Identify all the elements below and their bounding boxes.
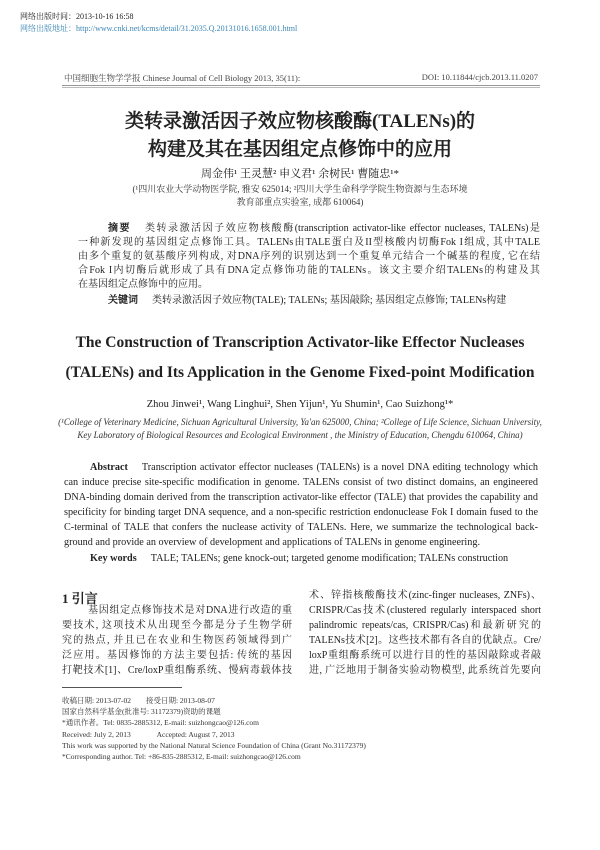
doi: DOI: 10.11844/cjcb.2013.11.0207 — [421, 72, 538, 82]
aff-line: 教育部重点实验室, 成都 610064) — [236, 197, 364, 207]
abs-line: DNA-binding domain derived from the transcription activator-like effector (TALE) that provides the capability and — [64, 492, 538, 503]
abstract-label: 摘要 — [108, 223, 132, 234]
aff-line: Key Laboratory of Biological Resources and Ecological Environment , the Ministry of Education, Chengdu 610064, China) — [77, 430, 523, 440]
url-link[interactable]: http://www.cnki.net/kcms/detail/31.2035.Q.20131016.1658.001.html — [76, 24, 298, 33]
text: 类转录激活因子效应物核酸酶(transcription activator-like effector nucleases, TALENs)是 — [145, 223, 540, 234]
abs-line — [78, 222, 540, 236]
cn-affiliation — [0, 183, 600, 209]
abstract-label: Abstract — [90, 462, 128, 473]
title-line: 构建及其在基因组定点修饰中的应用 — [147, 139, 452, 160]
label: 网络出版时间： — [20, 12, 76, 21]
abs-line: 合Fok I内切酶后就形成了具有DNA定点修饰功能的TALENs。该文主要介绍TALENs的构建及其 — [78, 265, 540, 276]
header-rule — [62, 85, 540, 88]
footnote-rule — [62, 687, 182, 688]
body-line: TALENs技术[2]。这些技术都有各自的优缺点。Cre/ — [309, 635, 541, 646]
body-line: 打靶技术[1]、Cre/loxP重组酶系统、慢病毒载体技 — [62, 665, 292, 676]
keywords-text: TALE; TALENs; gene knock-out; targeted genome modification; TALENs construction — [150, 553, 509, 564]
cn-abstract — [78, 222, 540, 308]
en-affiliation — [0, 416, 600, 442]
body-line: 进, 广泛地用于制备实验动物模型, 此系统首先要向 — [309, 665, 541, 676]
keywords-text: 类转录激活因子效应物(TALE); TALENs; 基因敲除; 基因组定点修饰; TALENs构建 — [152, 295, 507, 306]
running-header — [64, 72, 538, 84]
body-line: palindromic repeats/cas, CRISPR/Cas)和最新研究的 — [309, 620, 541, 631]
cn-title — [0, 108, 600, 164]
online-publish-url — [20, 24, 297, 34]
footnote: 国家自然科学基金(批准号: 31172379)资助的课题 — [62, 707, 221, 717]
keywords-label: 关键词 — [108, 295, 138, 306]
abs-line: 由多个重复的氨基酸序列构成, 对DNA序列的识别达到一个重复单元结合一个碱基的程度, 它在结 — [78, 251, 540, 262]
label: 网络出版地址： — [20, 24, 76, 33]
value: 2013-10-16 16:58 — [76, 12, 134, 21]
en-authors: Zhou Jinwei¹, Wang Linghui², Shen Yijun¹, Yu Shumin¹, Cao Suizhong¹* — [146, 399, 454, 410]
abs-line: specificity for binding target DNA sequence, and a non-specific restriction endonuclease Fok I domain fused to the — [64, 507, 538, 518]
body-left-column — [62, 603, 292, 678]
footnote: Received: July 2, 2013 Accepted: August 7, 2013 — [62, 729, 235, 739]
footnote: *Corresponding author. Tel: +86-835-2885312, E-mail: suizhongcao@126.com — [62, 752, 301, 762]
body-line: 究的热点, 并且已在农业和生物医药领域得到广 — [62, 635, 292, 646]
body-line: 术、锌指核酸酶技术(zinc-finger nucleases, ZNFs)、 — [309, 590, 541, 601]
aff-line: (¹College of Veterinary Medicine, Sichuan Agricultural University, Ya'an 625000, China; ²College of Life Science, Sichuan University, — [58, 417, 542, 427]
abs-line: 在基因组定点修饰中的应用。 — [78, 279, 208, 290]
title-line: 类转录激活因子效应物核酸酶(TALENs)的 — [124, 111, 476, 132]
body-line: 基因组定点修饰技术是对DNA进行改造的重 — [88, 605, 292, 616]
cn-authors: 周金伟¹ 王灵慧² 申义君¹ 余树民¹ 曹随忠¹* — [201, 168, 399, 180]
section-heading: 1 引言 — [62, 591, 98, 606]
footnotes — [62, 695, 366, 762]
footnote: *通讯作者。Tel: 0835-2885312, E-mail: suizhongcao@126.com — [62, 718, 259, 728]
aff-line: (¹四川农业大学动物医学院, 雅安 625014; ²四川大学生命科学学院生物资源与生态环境 — [132, 184, 468, 194]
keywords-label: Key words — [90, 553, 137, 564]
abs-line: 一种新发现的基因组定点修饰工具。TALENs由TALE蛋白及II型核酸内切酶Fok I组成, 其中TALE — [78, 237, 540, 248]
en-title — [0, 328, 600, 388]
en-abstract — [64, 460, 538, 566]
text: Transcription activator effector nucleases (TALENs) is a novel DNA editing technology which — [141, 462, 538, 473]
online-publish-time — [20, 12, 134, 22]
abs-line: can induce precise site-specific modification in genome. TALENs consist of two distinct domains, an engineered — [64, 477, 538, 488]
body-line: 要技术, 这项技术从出现至今都是分子生物学研 — [62, 620, 292, 631]
title-line: (TALENs) and Its Application in the Genome Fixed-point Modification — [65, 364, 535, 381]
footnote: This work was supported by the National Natural Science Foundation of China (Grant No.31172379) — [62, 740, 366, 750]
abs-line — [64, 460, 538, 475]
body-line: CRISPR/Cas技术(clustered regularly interspaced short — [309, 605, 541, 616]
body-line: 泛应用。基因修饰的方法主要包括: 传统的基因 — [62, 650, 292, 661]
abs-line: ground and provide an overview of development and applications of TALENs in genome engineering. — [64, 537, 480, 548]
footnote: 收稿日期: 2013-07-02 接受日期: 2013-08-07 — [62, 696, 215, 705]
title-line: The Construction of Transcription Activator-like Effector Nucleases — [75, 334, 525, 351]
keywords — [78, 294, 540, 308]
journal-name: 中国细胞生物学学报 Chinese Journal of Cell Biology 2013, 35(11): — [64, 73, 301, 83]
body-right-column — [309, 588, 541, 678]
keywords — [64, 551, 538, 566]
abs-line: C-terminal of TALE that confers the nuclease activity of TALENs. Here, we summarize the technological back- — [64, 522, 538, 533]
body-line: loxP重组酶系统可以进行目的性的基因敲除或者敲 — [309, 650, 541, 661]
